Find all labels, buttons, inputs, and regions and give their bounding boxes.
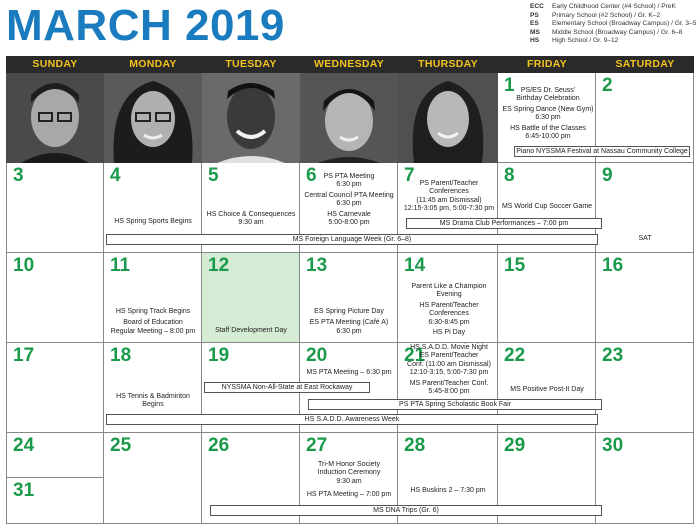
event-text: PS Parent/Teacher — [419, 180, 479, 187]
event-bar: MS Foreign Language Week (Gr. 6–8) — [106, 234, 598, 245]
event-text: Parent Like a Champion — [411, 283, 487, 290]
event-text: HS Carnevale — [327, 210, 371, 218]
event-text: 6:30 pm — [336, 181, 362, 189]
event-text: Central Council PTA Meeting — [304, 191, 394, 199]
legend-text: Primary School (#2 School) / Gr. K–2 — [552, 11, 661, 19]
day-number: 13 — [306, 255, 328, 276]
event-text: HS Spring Sports Begins — [114, 218, 192, 225]
legend-row — [530, 20, 698, 29]
header-thursday: THURSDAY — [398, 56, 498, 73]
event-text: HS PTA Meeting – 7:00 pm — [306, 491, 392, 499]
event-text: MS Positive Post-It Day — [510, 386, 584, 393]
event-bar: HS S.A.D.D. Awareness Week — [106, 414, 598, 425]
day-events — [400, 487, 496, 495]
day-number: 21 — [404, 345, 426, 366]
event-text: Begins — [142, 401, 164, 409]
day-events — [502, 87, 594, 141]
day-number: 8 — [504, 165, 515, 186]
legend-row — [530, 3, 698, 12]
event-text: Tri-M Honor Society — [318, 461, 380, 468]
day-number: 19 — [208, 345, 230, 366]
student-photo — [6, 73, 104, 163]
event-text: 12:15-3:05 pm, 5:00-7:30 pm — [403, 205, 495, 213]
page-title: MARCH 2019 — [6, 1, 285, 50]
event-text: 5:00-8:00 pm — [328, 219, 370, 227]
month-calendar — [6, 56, 694, 524]
event-text: 6:30 pm — [336, 327, 362, 335]
student-photo — [300, 73, 398, 163]
event-text: 6:30-8:45 pm — [428, 318, 470, 326]
day-number: 26 — [208, 435, 230, 456]
day-cell — [104, 433, 202, 524]
event-text: 6:30 pm — [535, 114, 561, 122]
event-text: 6:45-10:00 pm — [525, 133, 571, 141]
day-number: 31 — [13, 480, 35, 501]
day-events — [500, 203, 594, 211]
event-bar: MS Drama Club Performances – 7:00 pm — [406, 218, 602, 229]
day-number: 25 — [110, 435, 132, 456]
event-text: Board of Education — [123, 319, 183, 327]
day-cell — [596, 433, 694, 524]
event-text: Conf. (11:00 am Dismissal) — [407, 360, 491, 368]
event-text: HS Battle of the Classes — [510, 124, 586, 132]
day-cell — [498, 253, 596, 343]
legend-text: Early Childhood Center (#4 School) / PreK — [552, 3, 676, 10]
legend-code: ECC — [530, 3, 544, 10]
legend-code: ES — [530, 20, 539, 28]
event-text: 9:30 am — [336, 477, 362, 485]
event-text: Conferences — [429, 188, 469, 196]
event-text: HS Parent/Teacher — [419, 301, 479, 309]
day-number: 16 — [602, 255, 624, 276]
legend-code: PS — [530, 11, 539, 19]
event-text: HS Buskins 2 – 7:30 pm — [410, 487, 486, 494]
day-number: 12 — [208, 255, 230, 276]
day-number: 3 — [13, 165, 24, 186]
day-cell — [6, 343, 104, 433]
event-text: Conferences — [429, 310, 469, 318]
student-photo — [202, 73, 300, 163]
day-events — [106, 218, 200, 226]
event-bar: Piano NYSSMA Festival at Nassau Community College — [514, 146, 690, 157]
day-number: 22 — [504, 345, 526, 366]
day-number: 1 — [504, 75, 515, 96]
day-cell — [6, 163, 104, 253]
legend-row — [530, 37, 698, 46]
day-cell — [6, 253, 104, 343]
event-text: 9:30 am — [238, 219, 264, 227]
day-number: 18 — [110, 345, 132, 366]
day-number: 27 — [306, 435, 328, 456]
event-text: HS Spring Track Begins — [115, 308, 191, 315]
day-events — [302, 173, 396, 227]
day-number: 10 — [13, 255, 35, 276]
day-number: 2 — [602, 75, 613, 96]
day-cell — [596, 253, 694, 343]
day-number: 9 — [602, 165, 613, 186]
legend-code: HS — [530, 37, 540, 45]
header-tuesday: TUESDAY — [202, 56, 300, 73]
legend-row — [530, 29, 698, 38]
day-number: 17 — [13, 345, 35, 366]
legend-row — [530, 12, 698, 21]
event-text: PS PTA Meeting — [323, 173, 375, 180]
event-text: PS/ES Dr. Seuss' — [520, 87, 576, 94]
day-events — [500, 386, 594, 394]
event-text: ES Parent/Teacher — [419, 352, 479, 360]
day-events — [302, 308, 396, 336]
event-text: MS PTA Meeting – 6:30 pm — [306, 369, 392, 376]
event-text: HS S.A.D.D. Movie Night — [410, 344, 488, 351]
event-text: Regular Meeting – 8:00 pm — [110, 327, 196, 335]
day-number: 7 — [404, 165, 415, 186]
event-bar: PS PTA Spring Scholastic Book Fair — [308, 399, 602, 410]
day-events — [106, 393, 200, 410]
header-friday: FRIDAY — [498, 56, 596, 73]
day-events — [402, 344, 496, 396]
event-text: HS Tennis & Badminton — [116, 393, 190, 400]
header-monday: MONDAY — [104, 56, 202, 73]
day-number: 28 — [404, 435, 426, 456]
event-text: Staff Development Day — [215, 327, 287, 334]
day-number: 14 — [404, 255, 426, 276]
day-number: 30 — [602, 435, 624, 456]
legend-text: Middle School (Broadway Campus) / Gr. 6–8 — [552, 28, 683, 36]
student-photo — [398, 73, 498, 163]
school-legend — [530, 3, 698, 46]
day-number: 15 — [504, 255, 526, 276]
day-number: 5 — [208, 165, 219, 186]
day-number: 24 — [13, 435, 35, 456]
day-events — [204, 327, 298, 335]
day-number: 6 — [306, 165, 317, 186]
header-saturday: SATURDAY — [596, 56, 694, 73]
day-number: 11 — [110, 255, 131, 276]
day-events — [106, 308, 200, 336]
event-text: HS Pi Day — [432, 329, 466, 337]
day-number: 23 — [602, 345, 624, 366]
day-events — [302, 369, 396, 377]
day-events — [302, 461, 396, 500]
header-wednesday: WEDNESDAY — [300, 56, 398, 73]
event-text: (11:45 am Dismissal) — [416, 196, 482, 204]
event-text: ES Spring Dance (New Gym) — [502, 105, 594, 113]
event-text: SAT — [638, 235, 652, 242]
event-text: MS World Cup Soccer Game — [501, 203, 593, 210]
header-sunday: SUNDAY — [6, 56, 104, 73]
event-bar: MS DNA Trips (Gr. 6) — [210, 505, 602, 516]
day-number: 29 — [504, 435, 526, 456]
day-events — [402, 283, 496, 337]
event-text: ES PTA Meeting (Café A) — [309, 319, 389, 327]
day-number: 20 — [306, 345, 328, 366]
legend-code: MS — [530, 28, 540, 36]
legend-text: Elementary School (Broadway Campus) / Gr. 3–5 — [552, 20, 697, 28]
day-cell — [596, 343, 694, 433]
day-number: 4 — [110, 165, 121, 186]
event-bar: NYSSMA Non-All-State at East Rockaway — [204, 382, 370, 393]
event-text: Evening — [436, 291, 462, 299]
event-text: ES Spring Picture Day — [314, 308, 384, 315]
event-text: MS Parent/Teacher Conf. — [409, 379, 489, 387]
day-events — [402, 180, 496, 214]
student-photo — [104, 73, 202, 163]
event-text: Birthday Celebration — [516, 95, 580, 103]
event-text: Induction Ceremony — [317, 469, 381, 477]
day-events — [204, 211, 298, 228]
legend-text: High School / Gr. 9–12 — [552, 37, 619, 45]
day-events — [598, 235, 692, 243]
day-cell — [6, 478, 104, 524]
event-text: HS Choice & Consequences — [206, 211, 296, 218]
event-text: 12:10-3:15, 5:00-7:30 pm — [409, 369, 489, 377]
event-text: 5:45-8:00 pm — [428, 388, 470, 396]
event-text: 6:30 pm — [336, 200, 362, 208]
day-cell — [6, 433, 104, 478]
